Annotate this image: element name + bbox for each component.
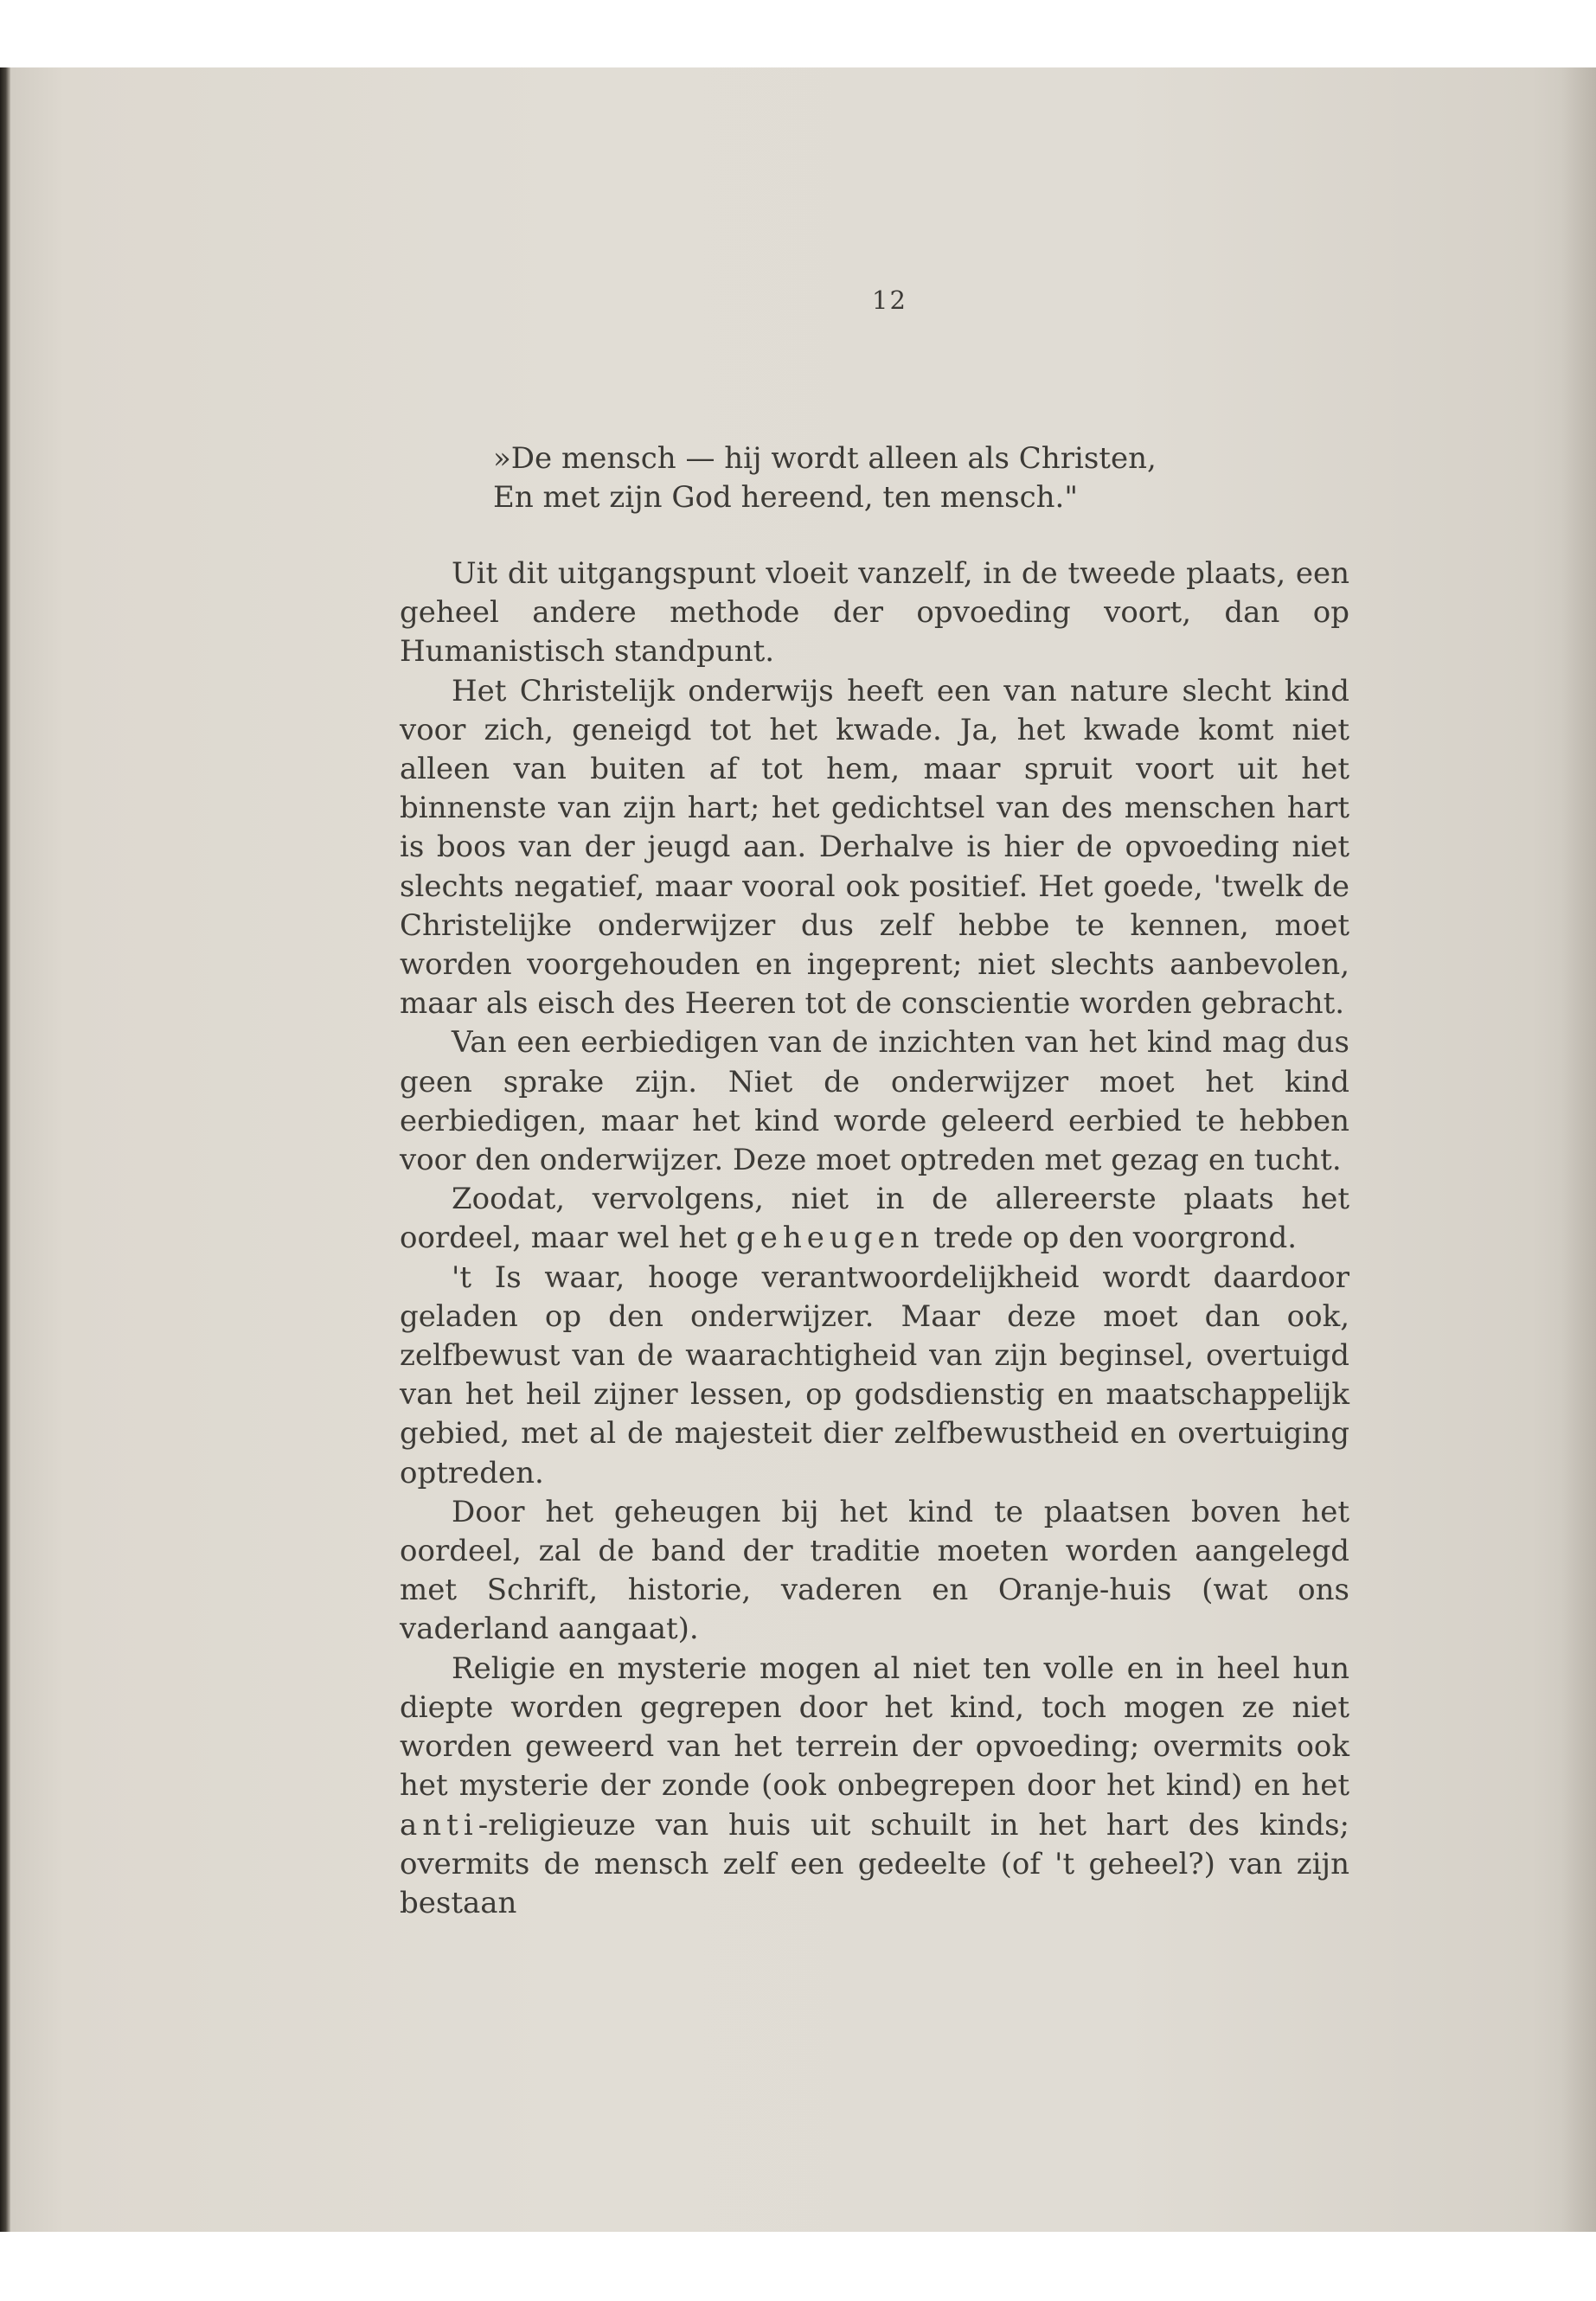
paragraph xyxy=(400,1180,1349,1258)
paragraph-text: Religie en mysterie mogen al niet ten volle en in heel hun diepte worden gegrepen door het kind, toch mogen ze niet worden geweerd van het terrein der opvoeding; overmits ook het mysterie der zonde (ook onbegrepen door het kind) en het xyxy=(400,1650,1349,1804)
body-text xyxy=(400,554,1349,1923)
verse-quote xyxy=(493,439,1298,517)
paragraph: Van een eerbiedigen van de inzichten van het kind mag dus geen sprake zijn. Niet de onderwijzer moet het kind eerbiedigen, maar het kind worde geleerd eerbied te hebben voor den onderwijzer. Deze moet optreden met gezag en tucht. xyxy=(400,1025,1349,1178)
paragraph-text: trede op den voorgrond. xyxy=(924,1221,1298,1256)
emphasized-word: anti xyxy=(400,1807,478,1843)
paragraph: 't Is waar, hooge verantwoordelijkheid wordt daardoor geladen op den onderwijzer. Maar deze moet dan ook, zelfbewust van de waarachtigheid van zijn beginsel, overtuigd van het heil zijner lessen, op godsdienstig en maatschappelijk gebied, met al de majesteit dier zelfbewustheid en overtuiging optreden. xyxy=(400,1259,1349,1490)
paragraph: Het Christelijk onderwijs heeft een van nature slecht kind voor zich, geneigd tot het kwade. Ja, het kwade komt niet alleen van buiten af tot hem, maar spruit voort uit het binnenste van zijn hart; het gedichtsel van des menschen hart is boos van der jeugd aan. Derhalve is hier de opvoeding niet slechts negatief, maar vooral ook positief. Het goede, 'twelk de Christelijke onderwijzer dus zelf hebbe te kennen, moet worden voorgehouden en ingeprent; niet slechts aanbevolen, maar als eisch des Heeren tot de conscientie worden gebracht. xyxy=(400,673,1349,1022)
paragraph: Door het geheugen bij het kind te plaatsen boven het oordeel, zal de band der traditie moeten worden aangelegd met Schrift, historie, vaderen en Oranje-huis (wat ons vaderland aangaat). xyxy=(400,1494,1349,1647)
scanned-page xyxy=(0,67,1596,2232)
verse-line: En met zijn God hereend, ten mensch." xyxy=(493,480,1078,515)
emphasized-word: geheugen xyxy=(735,1221,925,1256)
paragraph xyxy=(400,1650,1349,1923)
paragraph: Uit dit uitgangspunt vloeit vanzelf, in de tweede plaats, een geheel andere methode der opvoeding voort, dan op Humanistisch standpunt. xyxy=(400,556,1349,670)
page-number: 12 xyxy=(872,285,907,315)
book-binding-edge xyxy=(0,67,10,2232)
verse-line: »De mensch — hij wordt alleen als Christen, xyxy=(493,441,1157,476)
page-shadow xyxy=(1561,67,1596,2232)
paragraph-text: -religieuze van huis uit schuilt in het hart des kinds; overmits de mensch zelf een gedeelte (of 't geheel?) van zijn bestaan xyxy=(400,1807,1349,1920)
paragraph-text: Zoodat, vervolgens, niet in de allereerste plaats het oordeel, maar wel het xyxy=(400,1182,1349,1256)
